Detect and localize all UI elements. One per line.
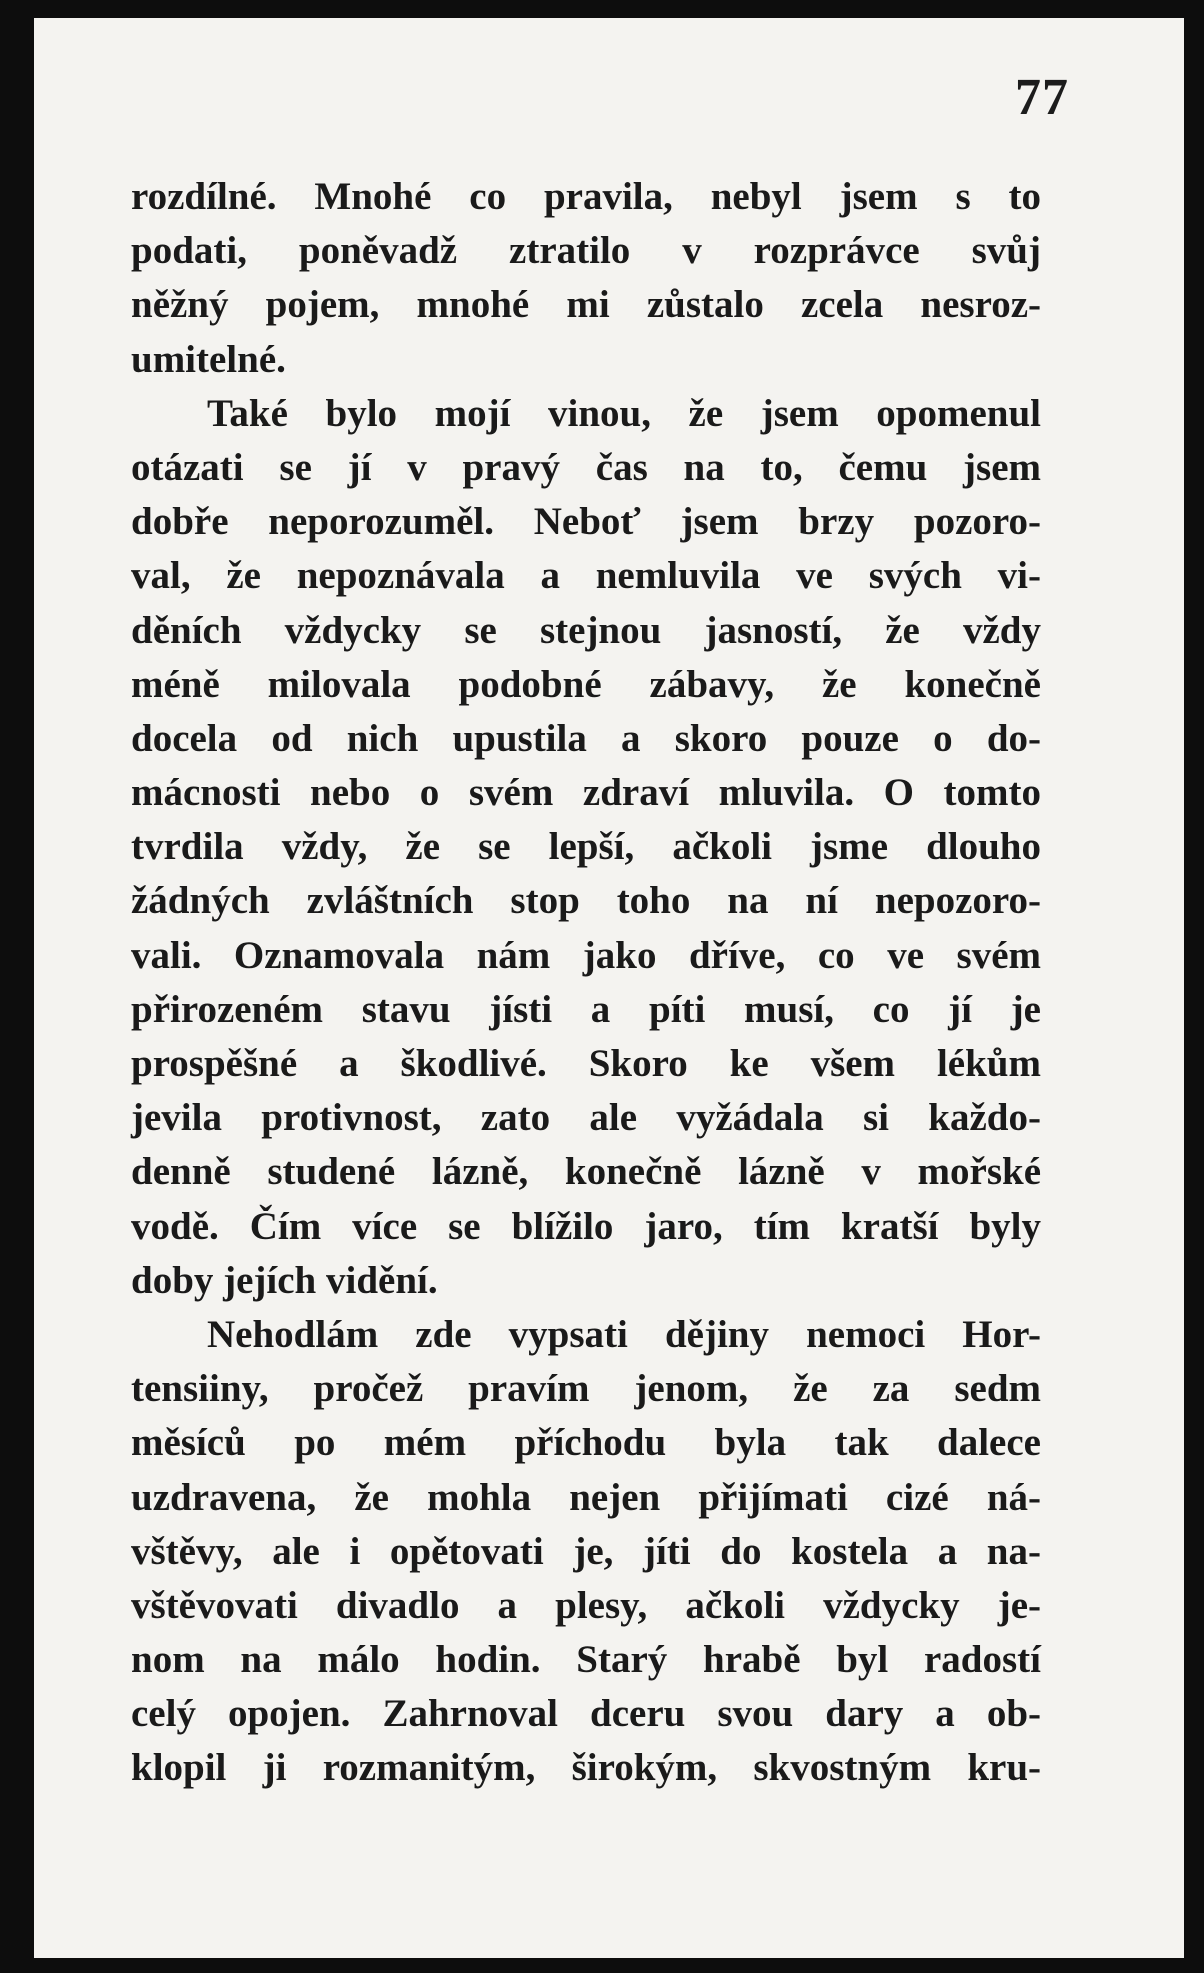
text-line: podati, poněvadž ztratilo v rozprávce svůj <box>131 229 1041 273</box>
text-line: Také bylo mojí vinou, že jsem opomenul <box>207 391 1041 435</box>
text-line: mácnosti nebo o svém zdraví mluvila. O tomto <box>131 771 1041 815</box>
text-line: tensiiny, pročež pravím jenom, že za sedm <box>131 1367 1041 1411</box>
text-line: doby jejích vidění. <box>131 1258 438 1302</box>
text-line: celý opojen. Zahrnoval dceru svou dary a ob- <box>131 1692 1041 1736</box>
text-line: měsíců po mém příchodu byla tak dalece <box>131 1421 1041 1465</box>
text-line: něžný pojem, mnohé mi zůstalo zcela nesroz- <box>131 283 1041 327</box>
text-line: vštěvy, ale i opětovati je, jíti do kostela a na- <box>131 1529 1041 1573</box>
body-text <box>131 170 1041 1796</box>
text-line: val, že nepoznávala a nemluvila ve svých vi- <box>131 554 1041 598</box>
text-line: denně studené lázně, konečně lázně v mořské <box>131 1150 1041 1194</box>
text-line: klopil ji rozmanitým, širokým, skvostným kru- <box>131 1746 1041 1790</box>
text-line: otázati se jí v pravý čas na to, čemu jsem <box>131 445 1041 489</box>
text-line: dobře neporozuměl. Neboť jsem brzy pozoro- <box>131 500 1041 544</box>
text-line: jevila protivnost, zato ale vyžádala si každo- <box>131 1096 1041 1140</box>
text-line: tvrdila vždy, že se lepší, ačkoli jsme dlouho <box>131 825 1041 869</box>
text-line: Nehodlám zde vypsati dějiny nemoci Hor- <box>207 1312 1041 1356</box>
text-line: uzdravena, že mohla nejen přijímati cizé ná- <box>131 1475 1041 1519</box>
text-line: přirozeném stavu jísti a píti musí, co jí je <box>131 987 1041 1031</box>
text-line: vali. Oznamovala nám jako dříve, co ve svém <box>131 933 1041 977</box>
text-line: vodě. Čím více se blížilo jaro, tím kratší byly <box>131 1204 1041 1248</box>
text-line: umitelné. <box>131 337 286 381</box>
text-line: méně milovala podobné zábavy, že konečně <box>131 662 1041 706</box>
text-line: rozdílné. Mnohé co pravila, nebyl jsem s to <box>131 175 1041 218</box>
text-line: vštěvovati divadlo a plesy, ačkoli vždycky je- <box>131 1583 1041 1627</box>
page-number: 77 <box>1015 69 1069 126</box>
text-line: prospěšné a škodlivé. Skoro ke všem lékům <box>131 1042 1041 1085</box>
book-page <box>34 18 1184 1958</box>
text-line: nom na málo hodin. Starý hrabě byl radostí <box>131 1638 1041 1682</box>
text-line: žádných zvláštních stop toho na ní nepozoro- <box>131 879 1041 923</box>
text-line: docela od nich upustila a skoro pouze o do- <box>131 716 1041 760</box>
text-line: děních vždycky se stejnou jasností, že vždy <box>131 608 1041 652</box>
